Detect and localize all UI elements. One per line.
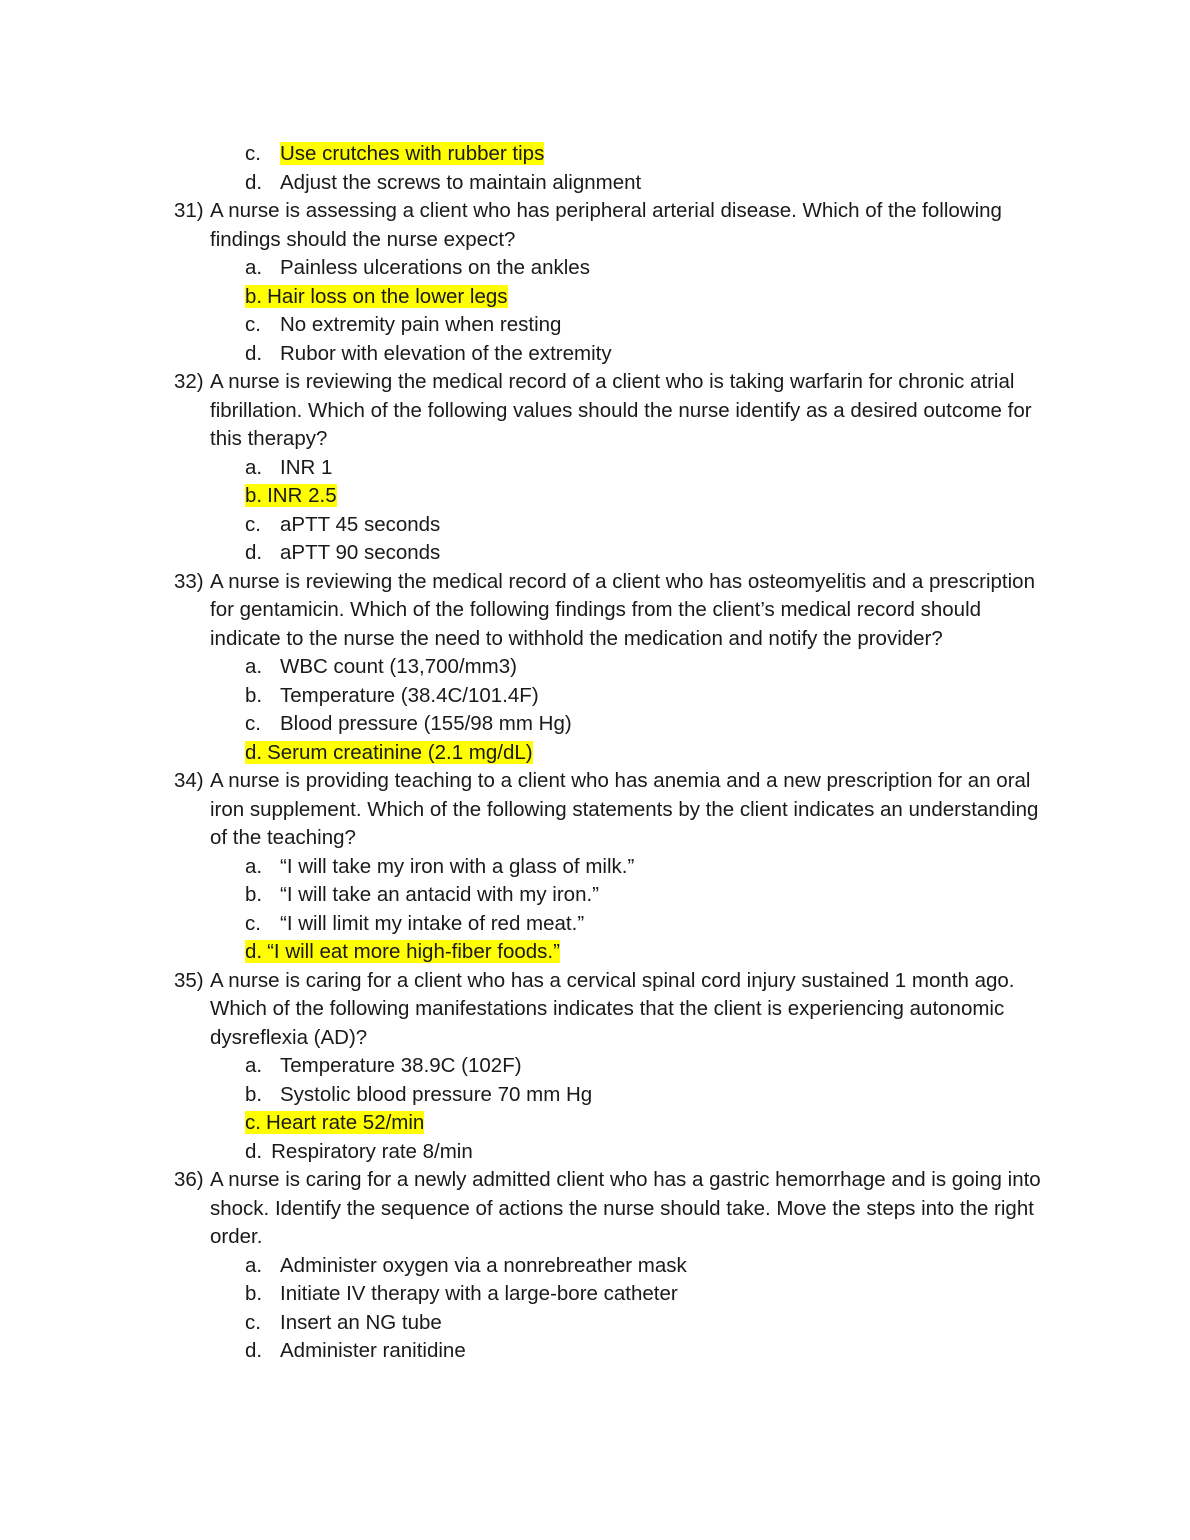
answer-option xyxy=(0,1309,1190,1338)
question-stem xyxy=(0,368,1045,454)
option-text: Systolic blood pressure 70 mm Hg xyxy=(280,1082,593,1106)
answer-option xyxy=(0,340,1190,369)
option-letter: d. xyxy=(245,341,263,365)
question-text: A nurse is assessing a client who has peripheral arterial disease. Which of the following findings should the nurse expect? xyxy=(210,199,1002,251)
answer-option xyxy=(0,254,1190,283)
option-letter: a. xyxy=(245,854,263,878)
answer-option xyxy=(0,482,1190,511)
option-text: Insert an NG tube xyxy=(280,1310,442,1334)
answer-option xyxy=(0,881,1190,910)
option-letter: c. xyxy=(245,712,261,735)
option-text: Hair loss on the lower legs xyxy=(267,284,508,308)
option-letter: a. xyxy=(245,1253,263,1277)
option-letter: d. xyxy=(245,940,263,963)
option-letter: a. xyxy=(245,1054,263,1077)
document-page xyxy=(0,140,1190,1366)
option-letter: d. xyxy=(245,170,263,194)
option-letter: c. xyxy=(245,1111,261,1134)
option-text: Painless ulcerations on the ankles xyxy=(280,256,590,279)
option-text: Rubor with elevation of the extremity xyxy=(280,341,612,365)
option-text: “I will take an antacid with my iron.” xyxy=(280,883,600,906)
option-letter: a. xyxy=(245,256,263,279)
option-letter: d. xyxy=(245,1139,263,1163)
question-text: A nurse is providing teaching to a client who has anemia and a new prescription for an oral iron supplement. Which of the following statements by the client indicates an understanding of the teaching? xyxy=(210,769,1039,849)
option-text: Temperature (38.4C/101.4F) xyxy=(280,683,539,707)
question-stem xyxy=(0,568,1045,654)
answer-option xyxy=(0,682,1190,711)
option-letter: b. xyxy=(245,1082,263,1106)
option-text: No extremity pain when resting xyxy=(280,313,562,336)
answer-option xyxy=(0,539,1190,568)
option-letter: d. xyxy=(245,1339,263,1362)
answer-option xyxy=(0,739,1190,768)
answer-option xyxy=(0,1337,1190,1366)
answer-option xyxy=(0,169,1190,198)
option-text: aPTT 45 seconds xyxy=(280,512,441,536)
option-letter: b. xyxy=(245,284,263,308)
answer-option xyxy=(0,853,1190,882)
option-letter: b. xyxy=(245,883,263,906)
highlighted-answer xyxy=(245,741,533,764)
question-text: A nurse is reviewing the medical record of a client who is taking warfarin for chronic atrial fibrillation. Which of the following values should the nurse identify as a desired outcome for this therapy? xyxy=(210,370,1032,450)
option-letter: a. xyxy=(245,455,263,479)
answer-option xyxy=(0,511,1190,540)
answer-option xyxy=(0,1109,1190,1138)
answer-option xyxy=(0,1252,1190,1281)
answer-option xyxy=(0,140,1190,169)
answer-option xyxy=(0,283,1190,312)
question-stem xyxy=(0,967,1045,1053)
option-text: Heart rate 52/min xyxy=(265,1111,425,1134)
answer-option xyxy=(0,1280,1190,1309)
option-letter: c. xyxy=(245,911,261,935)
option-letter: c. xyxy=(245,313,261,336)
answer-option xyxy=(0,311,1190,340)
option-text: Administer oxygen via a nonrebreather mask xyxy=(280,1253,687,1277)
option-text: “I will limit my intake of red meat.” xyxy=(280,911,585,935)
option-text: “I will eat more high-fiber foods.” xyxy=(267,940,560,963)
answer-option xyxy=(0,1052,1190,1081)
highlighted-answer xyxy=(245,484,337,507)
option-text: Administer ranitidine xyxy=(280,1339,466,1362)
option-letter: d. xyxy=(245,541,263,564)
question-number: 32) xyxy=(174,370,204,393)
question-text: A nurse is caring for a client who has a cervical spinal cord injury sustained 1 month ago. Which of the following manifestations indicates that the client is experiencing autonomic dysreflexia (AD)? xyxy=(210,968,1015,1049)
answer-option xyxy=(0,653,1190,682)
option-letter: b. xyxy=(245,484,263,507)
answer-option xyxy=(0,1081,1190,1110)
highlighted-answer xyxy=(245,1111,424,1134)
option-text: Serum creatinine (2.1 mg/dL) xyxy=(267,740,533,764)
highlighted-answer: Use crutches with rubber tips xyxy=(280,142,545,165)
answer-option xyxy=(0,938,1190,967)
question-text: A nurse is caring for a newly admitted client who has a gastric hemorrhage and is going into shock. Identify the sequence of actions the nurse should take. Move the steps into the right order. xyxy=(210,1168,1041,1248)
question-number: 35) xyxy=(174,968,204,992)
option-letter: c. xyxy=(245,1310,261,1334)
answer-option xyxy=(0,1138,1190,1167)
option-letter: c. xyxy=(245,142,261,165)
answer-option xyxy=(0,910,1190,939)
option-text: Temperature 38.9C (102F) xyxy=(280,1054,522,1077)
option-letter: c. xyxy=(245,512,261,536)
option-text: aPTT 90 seconds xyxy=(280,541,441,564)
option-letter: b. xyxy=(245,683,263,707)
option-text: INR 1 xyxy=(280,455,333,479)
option-letter: b. xyxy=(245,1282,263,1305)
option-text: Blood pressure (155/98 mm Hg) xyxy=(280,712,572,735)
option-letter: a. xyxy=(245,655,263,678)
option-text: “I will take my iron with a glass of milk.” xyxy=(280,854,635,878)
option-text: Respiratory rate 8/min xyxy=(271,1139,473,1163)
question-number: 34) xyxy=(174,769,204,792)
question-number: 31) xyxy=(174,199,204,222)
question-stem xyxy=(0,1166,1045,1252)
option-text: Initiate IV therapy with a large-bore catheter xyxy=(280,1282,678,1305)
question-stem xyxy=(0,767,1045,853)
answer-option xyxy=(0,710,1190,739)
question-text: A nurse is reviewing the medical record of a client who has osteomyelitis and a prescription for gentamicin. Which of the following findings from the client’s medical record should indicate to the nurse the need to withhold the medication and notify the provider? xyxy=(210,569,1035,650)
highlighted-answer xyxy=(245,940,560,963)
option-letter: d. xyxy=(245,740,263,764)
question-number: 33) xyxy=(174,569,204,593)
option-text: INR 2.5 xyxy=(267,484,337,507)
question-number: 36) xyxy=(174,1168,204,1191)
option-text: WBC count (13,700/mm3) xyxy=(280,655,517,678)
option-text: Adjust the screws to maintain alignment xyxy=(280,170,642,194)
highlighted-answer xyxy=(245,285,508,308)
question-stem xyxy=(0,197,1045,254)
answer-option xyxy=(0,454,1190,483)
